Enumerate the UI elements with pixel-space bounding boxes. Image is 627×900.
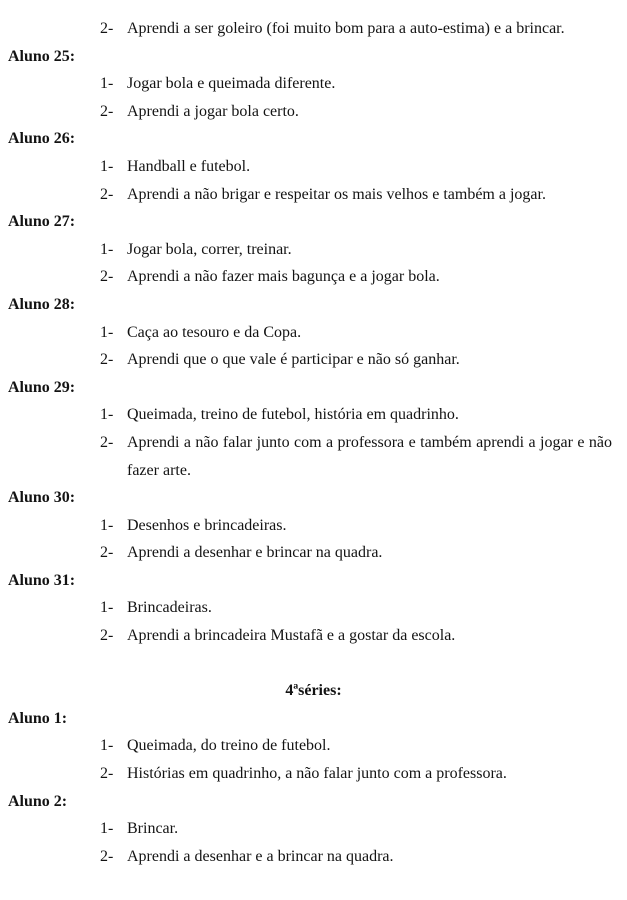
item-number: 2- [100,433,114,451]
list-item [0,732,627,760]
item-number: 2- [100,544,114,562]
list-item [0,512,627,540]
item-number: 1- [100,516,114,534]
item-number: 2- [100,847,114,865]
item-number: 2- [100,351,114,369]
student-entry-2 [0,788,627,871]
list-item [0,429,627,484]
item-number: 1- [100,737,114,755]
item-number: 1- [100,75,114,93]
student-label: Aluno 29: [8,378,76,396]
item-number: 2- [100,185,114,203]
item-text: Aprendi a jogar bola certo. [127,102,299,120]
item-text: Aprendi a ser goleiro (foi muito bom para a auto-estima) e a brincar. [127,20,565,37]
item-text: Queimada, treino de futebol, história em quadrinho. [127,406,459,424]
student-label: Aluno 31: [8,571,76,589]
student-entry-25 [0,43,627,126]
item-number: 1- [100,323,114,341]
student-entry-28 [0,291,627,374]
item-text: Desenhos e brincadeiras. [127,516,287,534]
item-text: Brincar. [127,820,179,838]
blank-line [0,650,627,678]
list-item [0,622,627,650]
item-number: 2- [100,102,114,120]
student-entry-29 [0,374,627,484]
list-item [0,346,627,374]
list-item-continued [0,15,627,43]
list-item [0,815,627,843]
student-entry-1 [0,705,627,788]
item-number: 2- [100,627,114,645]
item-text: Aprendi a não brigar e respeitar os mais velhos e também a jogar. [127,185,546,203]
list-item [0,401,627,429]
list-item [0,181,627,209]
section-title: 4ªséries: [285,682,342,700]
item-number: 1- [100,599,114,617]
item-text: Histórias em quadrinho, a não falar junto com a professora. [127,765,507,783]
list-item [0,843,627,871]
list-item [0,236,627,264]
student-label: Aluno 26: [8,130,76,148]
student-label: Aluno 27: [8,213,76,231]
item-number: 2- [100,268,114,286]
list-item [0,153,627,181]
item-text: Aprendi que o que vale é participar e não só ganhar. [127,351,460,369]
item-number: 1- [100,406,114,424]
item-text: Aprendi a não falar junto com a professora e também aprendi a jogar e não fazer arte. [127,433,612,479]
list-item [0,539,627,567]
student-label: Aluno 25: [8,47,76,65]
item-number: 2- [100,20,114,37]
item-number: 2- [100,765,114,783]
item-text: Brincadeiras. [127,599,212,617]
list-item [0,263,627,291]
list-item [0,70,627,98]
item-number: 1- [100,820,114,838]
item-number: 1- [100,157,114,175]
item-number: 1- [100,240,114,258]
item-text: Aprendi a desenhar e brincar na quadra. [127,544,383,562]
student-entry-27 [0,208,627,291]
item-text: Aprendi a desenhar e a brincar na quadra. [127,847,394,865]
item-text: Aprendi a não fazer mais bagunça e a jogar bola. [127,268,440,286]
student-entry-30 [0,484,627,567]
list-item [0,760,627,788]
student-label: Aluno 1: [8,709,68,727]
item-text: Handball e futebol. [127,157,251,175]
list-item [0,319,627,347]
item-text: Queimada, do treino de futebol. [127,737,331,755]
item-text: Caça ao tesouro e da Copa. [127,323,302,341]
student-label: Aluno 28: [8,295,76,313]
list-item [0,594,627,622]
item-text: Aprendi a brincadeira Mustafã e a gostar da escola. [127,627,456,645]
student-entry-31 [0,567,627,650]
list-item [0,98,627,126]
item-text: Jogar bola e queimada diferente. [127,75,336,93]
student-label: Aluno 2: [8,792,68,810]
student-label: Aluno 30: [8,489,76,507]
item-text: Jogar bola, correr, treinar. [127,240,292,258]
student-entry-26 [0,125,627,208]
